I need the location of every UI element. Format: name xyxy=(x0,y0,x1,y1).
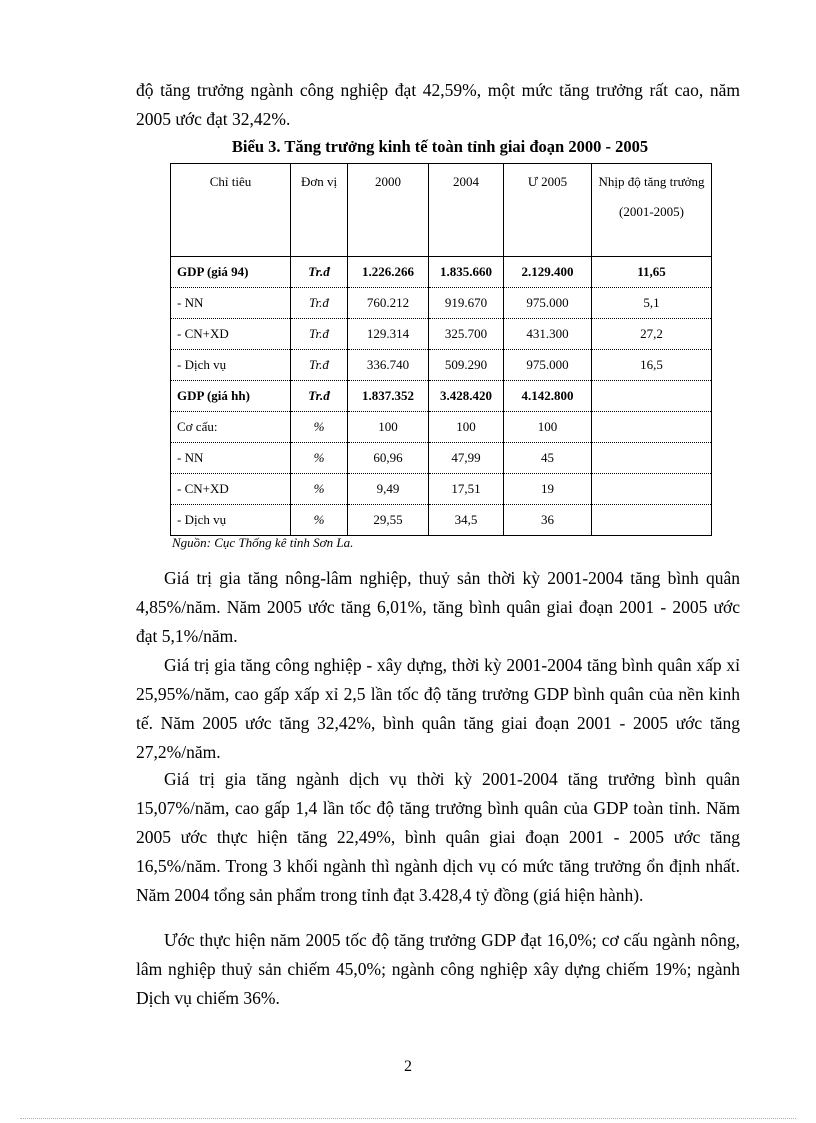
row-value-2004: 1.835.660 xyxy=(429,257,504,288)
row-growth xyxy=(592,412,712,443)
row-value-2000: 336.740 xyxy=(348,350,429,381)
table-row xyxy=(171,257,712,288)
page-number: 2 xyxy=(404,1058,412,1075)
row-label: Cơ cấu: xyxy=(171,412,291,443)
footer-divider xyxy=(20,1118,796,1119)
table-row xyxy=(171,381,712,412)
header-growth-label: Nhịp độ tăng trưởng xyxy=(598,174,705,189)
row-value-2005: 100 xyxy=(504,412,592,443)
row-label: - NN xyxy=(171,288,291,319)
row-growth: 11,65 xyxy=(592,257,712,288)
table-header-row xyxy=(171,164,712,257)
table-source: Nguồn: Cục Thống kê tỉnh Sơn La. xyxy=(172,535,354,550)
row-value-2004: 3.428.420 xyxy=(429,381,504,412)
paragraph-forecast: Ước thực hiện năm 2005 tốc độ tăng trưởng GDP đạt 16,0%; cơ cấu ngành nông, lâm nghiệp thuỷ sản chiếm 45,0%; ngành công nghiệp xây dựng chiếm 19%; ngành Dịch vụ chiếm 36%. xyxy=(136,930,740,1008)
row-value-2004: 47,99 xyxy=(429,443,504,474)
paragraph-industry: Giá trị gia tăng công nghiệp - xây dựng, thời kỳ 2001-2004 tăng bình quân xấp xỉ 25,95%/năm, cao gấp xấp xỉ 2,5 lần tốc độ tăng trưởng GDP bình quân của nền kinh tế. Năm 2005 ước tăng 32,42%, bình quân tăng giai đoạn 2001 - 2005 ước tăng 27,2%/năm. xyxy=(136,655,740,762)
row-label: - NN xyxy=(171,443,291,474)
row-unit: Tr.đ xyxy=(291,257,348,288)
row-label: GDP (giá hh) xyxy=(171,381,291,412)
row-value-2004: 325.700 xyxy=(429,319,504,350)
row-growth xyxy=(592,443,712,474)
row-value-2005: 975.000 xyxy=(504,288,592,319)
growth-table xyxy=(170,163,712,536)
table-row xyxy=(171,505,712,536)
row-unit: Tr.đ xyxy=(291,381,348,412)
row-label: - Dịch vụ xyxy=(171,350,291,381)
table-row xyxy=(171,288,712,319)
row-label: GDP (giá 94) xyxy=(171,257,291,288)
row-value-2000: 129.314 xyxy=(348,319,429,350)
row-value-2000: 9,49 xyxy=(348,474,429,505)
table-row xyxy=(171,319,712,350)
row-unit: Tr.đ xyxy=(291,288,348,319)
row-unit: % xyxy=(291,443,348,474)
row-value-2000: 1.226.266 xyxy=(348,257,429,288)
header-2004: 2004 xyxy=(429,164,504,257)
row-value-2005: 431.300 xyxy=(504,319,592,350)
row-value-2005: 36 xyxy=(504,505,592,536)
row-value-2000: 60,96 xyxy=(348,443,429,474)
row-value-2004: 17,51 xyxy=(429,474,504,505)
row-value-2004: 100 xyxy=(429,412,504,443)
row-unit: % xyxy=(291,474,348,505)
table-caption: Biểu 3. Tăng trưởng kinh tế toàn tỉnh giai đoạn 2000 - 2005 xyxy=(231,137,649,156)
row-label: - Dịch vụ xyxy=(171,505,291,536)
table-row xyxy=(171,350,712,381)
row-unit: Tr.đ xyxy=(291,350,348,381)
row-value-2005: 4.142.800 xyxy=(504,381,592,412)
row-value-2005: 19 xyxy=(504,474,592,505)
table-row xyxy=(171,474,712,505)
row-value-2004: 34,5 xyxy=(429,505,504,536)
paragraph-services: Giá trị gia tăng ngành dịch vụ thời kỳ 2001-2004 tăng trưởng bình quân 15,07%/năm, cao gấp 1,4 lần tốc độ tăng trưởng bình quân của GDP toàn tỉnh. Năm 2005 ước thực hiện tăng 22,49%, bình quân giai đoạn 2001 - 2005 ước tăng 16,5%/năm. Trong 3 khối ngành thì ngành dịch vụ có mức tăng trưởng ổn định nhất. Năm 2004 tổng sản phẩm trong tỉnh đạt 3.428,4 tỷ đồng (giá hiện hành). xyxy=(136,769,740,905)
row-unit: Tr.đ xyxy=(291,319,348,350)
row-unit: % xyxy=(291,412,348,443)
header-2005: Ư 2005 xyxy=(504,164,592,257)
header-unit: Đơn vị xyxy=(291,164,348,257)
row-growth: 27,2 xyxy=(592,319,712,350)
row-growth: 5,1 xyxy=(592,288,712,319)
row-value-2005: 45 xyxy=(504,443,592,474)
header-2000: 2000 xyxy=(348,164,429,257)
paragraph-intro: độ tăng trưởng ngành công nghiệp đạt 42,59%, một mức tăng trưởng rất cao, năm 2005 ước đạt 32,42%. xyxy=(136,80,740,129)
header-growth-period: (2001-2005) xyxy=(619,204,684,219)
table-row xyxy=(171,412,712,443)
row-value-2004: 509.290 xyxy=(429,350,504,381)
row-growth: 16,5 xyxy=(592,350,712,381)
header-growth xyxy=(592,164,712,257)
row-growth xyxy=(592,381,712,412)
row-growth xyxy=(592,505,712,536)
paragraph-agriculture: Giá trị gia tăng nông-lâm nghiệp, thuỷ sản thời kỳ 2001-2004 tăng bình quân 4,85%/năm. Năm 2005 ước tăng 6,01%, tăng bình quân giai đoạn 2001 - 2005 ước đạt 5,1%/năm. xyxy=(136,568,740,646)
row-value-2000: 29,55 xyxy=(348,505,429,536)
row-unit: % xyxy=(291,505,348,536)
row-value-2005: 975.000 xyxy=(504,350,592,381)
row-value-2005: 2.129.400 xyxy=(504,257,592,288)
row-label: - CN+XD xyxy=(171,319,291,350)
header-indicator: Chỉ tiêu xyxy=(171,164,291,257)
table-row xyxy=(171,443,712,474)
row-value-2000: 760.212 xyxy=(348,288,429,319)
row-value-2004: 919.670 xyxy=(429,288,504,319)
row-label: - CN+XD xyxy=(171,474,291,505)
row-value-2000: 100 xyxy=(348,412,429,443)
row-growth xyxy=(592,474,712,505)
row-value-2000: 1.837.352 xyxy=(348,381,429,412)
